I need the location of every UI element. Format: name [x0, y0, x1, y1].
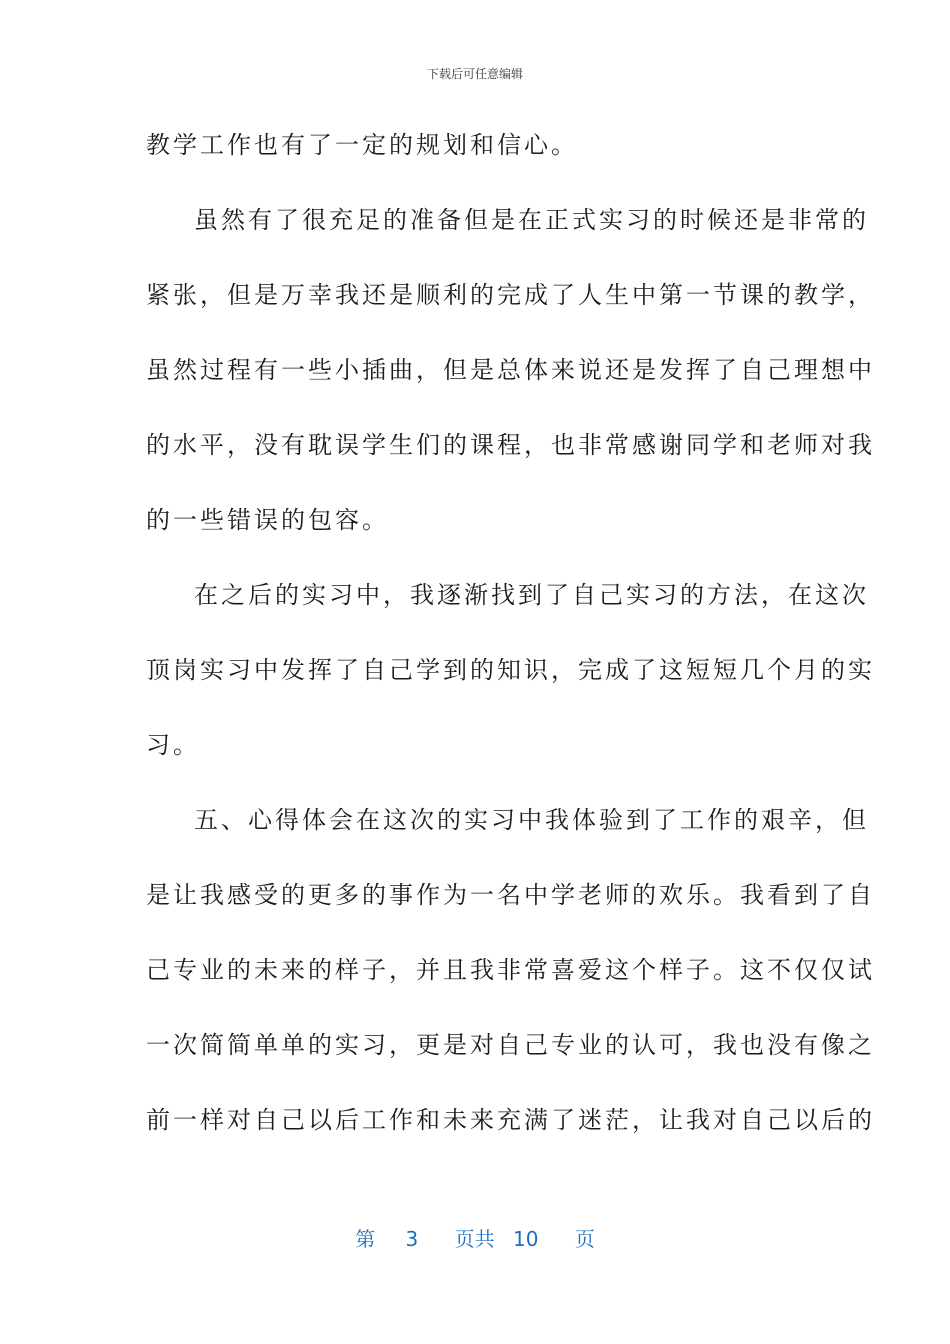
text-line: 五、心得体会在这次的实习中我体验到了工作的艰辛，但 — [194, 806, 869, 834]
document-body — [146, 108, 875, 1158]
text-line: 习。 — [146, 731, 200, 759]
text-line: 教学工作也有了一定的规划和信心。 — [146, 131, 578, 159]
page-footer — [0, 1226, 950, 1252]
text-line: 前一样对自己以后工作和未来充满了迷茫，让我对自己以后的 — [146, 1106, 875, 1134]
total-pages-number: 10 — [513, 1227, 539, 1251]
current-page-number: 3 — [405, 1227, 419, 1251]
text-line: 虽然过程有一些小插曲，但是总体来说还是发挥了自己理想中 — [146, 356, 875, 384]
text-line: 虽然有了很充足的准备但是在正式实习的时候还是非常的 — [194, 206, 869, 234]
header-note: 下载后可任意编辑 — [426, 67, 523, 81]
text-line: 是让我感受的更多的事作为一名中学老师的欢乐。我看到了自 — [146, 881, 875, 909]
footer-prefix: 第 — [355, 1227, 376, 1251]
text-line: 紧张，但是万幸我还是顺利的完成了人生中第一节课的教学， — [146, 281, 875, 309]
text-line: 在之后的实习中，我逐渐找到了自己实习的方法，在这次 — [194, 581, 869, 609]
text-line: 顶岗实习中发挥了自己学到的知识，完成了这短短几个月的实 — [146, 656, 875, 684]
text-line: 己专业的未来的样子，并且我非常喜爱这个样子。这不仅仅试 — [146, 956, 875, 984]
text-line: 的一些错误的包容。 — [146, 506, 389, 534]
text-line: 的水平，没有耽误学生们的课程，也非常感谢同学和老师对我 — [146, 431, 875, 459]
footer-middle: 页共 — [454, 1227, 495, 1251]
text-line: 一次简简单单的实习，更是对自己专业的认可，我也没有像之 — [146, 1031, 875, 1059]
footer-suffix: 页 — [574, 1227, 595, 1251]
